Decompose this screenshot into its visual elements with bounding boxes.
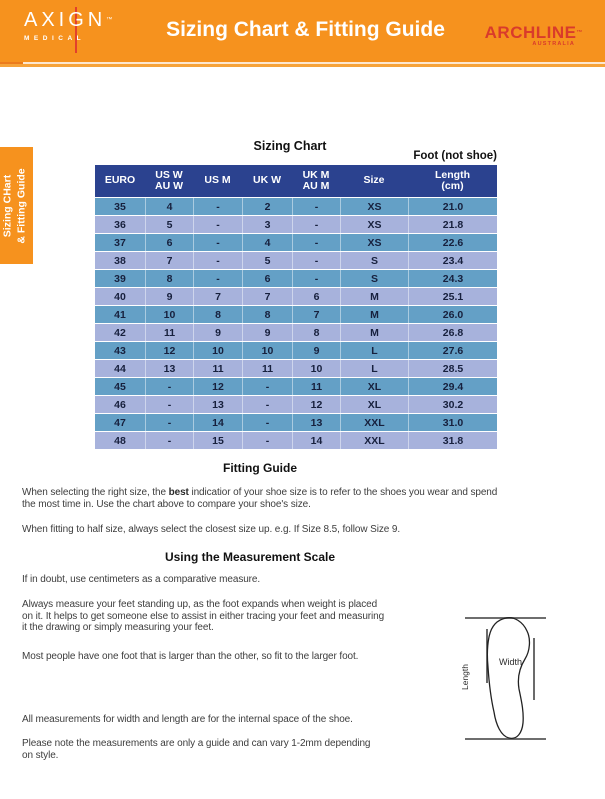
- table-cell: 9: [242, 324, 292, 341]
- table-cell: M: [340, 288, 408, 305]
- table-cell: XXL: [340, 432, 408, 449]
- table-cell: -: [242, 396, 292, 413]
- table-cell: -: [292, 198, 340, 215]
- table-cell: 14: [292, 432, 340, 449]
- table-cell: L: [340, 342, 408, 359]
- measurement-paragraph-4: [22, 714, 353, 726]
- table-cell: 6: [145, 234, 193, 251]
- table-cell: -: [193, 216, 242, 233]
- paragraph-line: All measurements for width and length are for the internal space of the shoe.: [22, 714, 353, 725]
- axign-trademark: ™: [106, 17, 113, 23]
- table-cell: 48: [114, 434, 126, 447]
- paragraph-line: If in doubt, use centimeters as a comparative measure.: [22, 574, 261, 585]
- table-cell: 46: [114, 398, 126, 411]
- banner-underline-orange: [0, 64, 605, 67]
- measurement-paragraph-1: [22, 574, 260, 586]
- paragraph-line: Always measure your feet standing up, as the foot expands when weight is placed: [22, 599, 378, 610]
- text-run-bold: best: [168, 487, 189, 498]
- side-tab-line1: Sizing CHart: [1, 174, 13, 237]
- table-cell: 3: [242, 216, 292, 233]
- table-cell: 7: [242, 288, 292, 305]
- table-cell: -: [292, 234, 340, 251]
- table-cell: -: [242, 414, 292, 431]
- paragraph-line: [22, 487, 497, 499]
- table-row: [95, 269, 497, 287]
- table-cell: 42: [114, 326, 126, 339]
- table-cell: 11: [145, 324, 193, 341]
- table-cell: 6: [292, 288, 340, 305]
- table-cell: XS: [340, 198, 408, 215]
- table-cell: -: [145, 414, 193, 431]
- side-tab-line2: & Fitting Guide: [15, 167, 27, 244]
- table-row: [95, 431, 497, 449]
- table-row: [95, 233, 497, 251]
- table-cell: 5: [242, 252, 292, 269]
- table-cell: XL: [340, 396, 408, 413]
- table-cell: XS: [340, 216, 408, 233]
- table-cell: 4: [145, 198, 193, 215]
- table-cell: -: [292, 216, 340, 233]
- table-cell: 12: [292, 396, 340, 413]
- table-cell: 9: [292, 342, 340, 359]
- table-cell: 11: [242, 360, 292, 377]
- table-body: [95, 197, 497, 449]
- table-cell: 25.1: [408, 288, 497, 305]
- table-cell: 6: [242, 270, 292, 287]
- foot-not-shoe-label: Foot (not shoe): [413, 150, 497, 162]
- table-cell: 27.6: [408, 342, 497, 359]
- text-run: When selecting the right size, the: [22, 487, 169, 498]
- table-cell: 13: [292, 414, 340, 431]
- table-cell: -: [292, 270, 340, 287]
- table-cell: 15: [193, 432, 242, 449]
- table-cell: 26.0: [408, 306, 497, 323]
- side-tab-label: [0, 147, 33, 264]
- foot-outline: [487, 618, 529, 739]
- table-cell: XXL: [340, 414, 408, 431]
- paragraph-line: on style.: [22, 749, 59, 761]
- header-banner: [0, 0, 605, 62]
- table-cell: 9: [145, 288, 193, 305]
- measurement-paragraph-2: [22, 599, 384, 634]
- table-cell: -: [193, 234, 242, 251]
- table-row: [95, 341, 497, 359]
- paragraph-line: on it. It helps to get someone else to assist in either tracing your feet and measuring: [22, 610, 385, 622]
- table-cell: 29.4: [408, 378, 497, 395]
- table-row: [95, 251, 497, 269]
- table-cell: 23.4: [408, 252, 497, 269]
- table-cell: 41: [114, 308, 126, 321]
- table-cell: 12: [145, 342, 193, 359]
- table-row: [95, 323, 497, 341]
- archline-trademark: ™: [576, 30, 583, 36]
- table-cell: -: [193, 252, 242, 269]
- table-cell: 47: [114, 416, 126, 429]
- table-cell: 14: [193, 414, 242, 431]
- text-run: indicatior of your shoe size is to refer to the shoes you wear and spend: [188, 487, 498, 498]
- table-cell: 11: [292, 378, 340, 395]
- table-cell: 28.5: [408, 360, 497, 377]
- table-cell: 10: [292, 360, 340, 377]
- table-cell: -: [193, 270, 242, 287]
- table-cell: 31.0: [408, 414, 497, 431]
- table-row: [95, 215, 497, 233]
- table-cell: 7: [292, 306, 340, 323]
- axign-logo-text: [24, 7, 144, 33]
- table-cell: 8: [145, 270, 193, 287]
- table-cell: S: [340, 252, 408, 269]
- table-row: [95, 197, 497, 215]
- table-cell: 35: [114, 200, 126, 213]
- table-cell: L: [340, 360, 408, 377]
- table-header-cell: US M: [204, 174, 231, 187]
- table-header-cell: US W AU W: [155, 168, 183, 192]
- table-cell: 22.6: [408, 234, 497, 251]
- table-cell: 30.2: [408, 396, 497, 413]
- axign-name: AXIGN: [24, 9, 107, 31]
- table-cell: 11: [193, 360, 242, 377]
- table-cell: M: [340, 324, 408, 341]
- fitting-guide-paragraph-2: [22, 524, 400, 536]
- table-cell: M: [340, 306, 408, 323]
- table-cell: 8: [292, 324, 340, 341]
- table-cell: -: [145, 396, 193, 413]
- table-cell: 38: [114, 254, 126, 267]
- paragraph-line: Please note the measurements are only a guide and can vary 1-2mm depending: [22, 738, 371, 749]
- table-cell: 44: [114, 362, 126, 375]
- table-cell: 40: [114, 290, 126, 303]
- paragraph-line: Most people have one foot that is larger than the other, so fit to the larger foot.: [22, 651, 359, 662]
- table-cell: 24.3: [408, 270, 497, 287]
- table-header-row: [95, 165, 497, 197]
- table-cell: -: [242, 432, 292, 449]
- archline-logo-text: [473, 24, 583, 42]
- table-header-cell: Length (cm): [435, 168, 470, 192]
- table-cell: 36: [114, 218, 126, 231]
- width-label: Width: [499, 657, 523, 667]
- length-label: Length: [460, 664, 470, 690]
- table-row: [95, 305, 497, 323]
- table-cell: XL: [340, 378, 408, 395]
- table-cell: 13: [193, 396, 242, 413]
- table-cell: -: [193, 198, 242, 215]
- table-cell: 43: [114, 344, 126, 357]
- table-cell: 8: [193, 306, 242, 323]
- table-cell: 21.8: [408, 216, 497, 233]
- table-cell: 37: [114, 236, 126, 249]
- measurement-paragraph-5: [22, 738, 370, 761]
- table-cell: S: [340, 270, 408, 287]
- table-header-cell: UK M AU M: [302, 168, 330, 192]
- table-cell: 26.8: [408, 324, 497, 341]
- table-row: [95, 359, 497, 377]
- table-cell: 21.0: [408, 198, 497, 215]
- table-row: [95, 395, 497, 413]
- table-cell: 39: [114, 272, 126, 285]
- measurement-scale-heading: Using the Measurement Scale: [164, 550, 336, 564]
- table-cell: 31.8: [408, 432, 497, 449]
- paragraph-line: When fitting to half size, always select the closest size up. e.g. If Size 8.5, follow Size 9.: [22, 524, 401, 535]
- table-cell: 5: [145, 216, 193, 233]
- paragraph-line: the most time in. Use the chart above to compare your shoe's size.: [22, 498, 311, 510]
- axign-medical-logo: [24, 7, 144, 57]
- table-cell: XS: [340, 234, 408, 251]
- table-header-cell: Size: [363, 174, 385, 187]
- table-row: [95, 377, 497, 395]
- table-cell: 10: [242, 342, 292, 359]
- table-cell: 13: [145, 360, 193, 377]
- table-row: [95, 413, 497, 431]
- paragraph-line: it the drawing or simply measuring your feet.: [22, 622, 214, 634]
- table-cell: 8: [242, 306, 292, 323]
- table-cell: -: [145, 378, 193, 395]
- foot-measurement-diagram: [450, 607, 560, 752]
- table-cell: 9: [193, 324, 242, 341]
- archline-australia-label: AUSTRALIA: [532, 41, 575, 47]
- table-row: [95, 287, 497, 305]
- fitting-guide-paragraph-1: [22, 487, 497, 510]
- table-cell: 7: [145, 252, 193, 269]
- measurement-paragraph-3: [22, 651, 358, 663]
- table-header-cell: EURO: [104, 174, 136, 187]
- sizing-chart-heading: Sizing Chart: [253, 139, 327, 153]
- page-title: Sizing Chart & Fitting Guide: [166, 18, 445, 41]
- table-cell: 45: [114, 380, 126, 393]
- table-cell: 7: [193, 288, 242, 305]
- table-header-cell: UK W: [253, 174, 281, 187]
- table-cell: 4: [242, 234, 292, 251]
- table-cell: 2: [242, 198, 292, 215]
- archline-name: ARCHLINE: [484, 23, 577, 42]
- table-cell: -: [242, 378, 292, 395]
- table-cell: 10: [145, 306, 193, 323]
- side-tab-sizing-chart: [0, 147, 33, 264]
- sizing-table: [95, 165, 497, 449]
- axign-medical-label: MEDICAL: [24, 35, 86, 42]
- table-cell: -: [292, 252, 340, 269]
- table-cell: 10: [193, 342, 242, 359]
- table-cell: -: [145, 432, 193, 449]
- archline-logo: [473, 24, 583, 47]
- fitting-guide-heading: Fitting Guide: [223, 461, 297, 475]
- table-cell: 12: [193, 378, 242, 395]
